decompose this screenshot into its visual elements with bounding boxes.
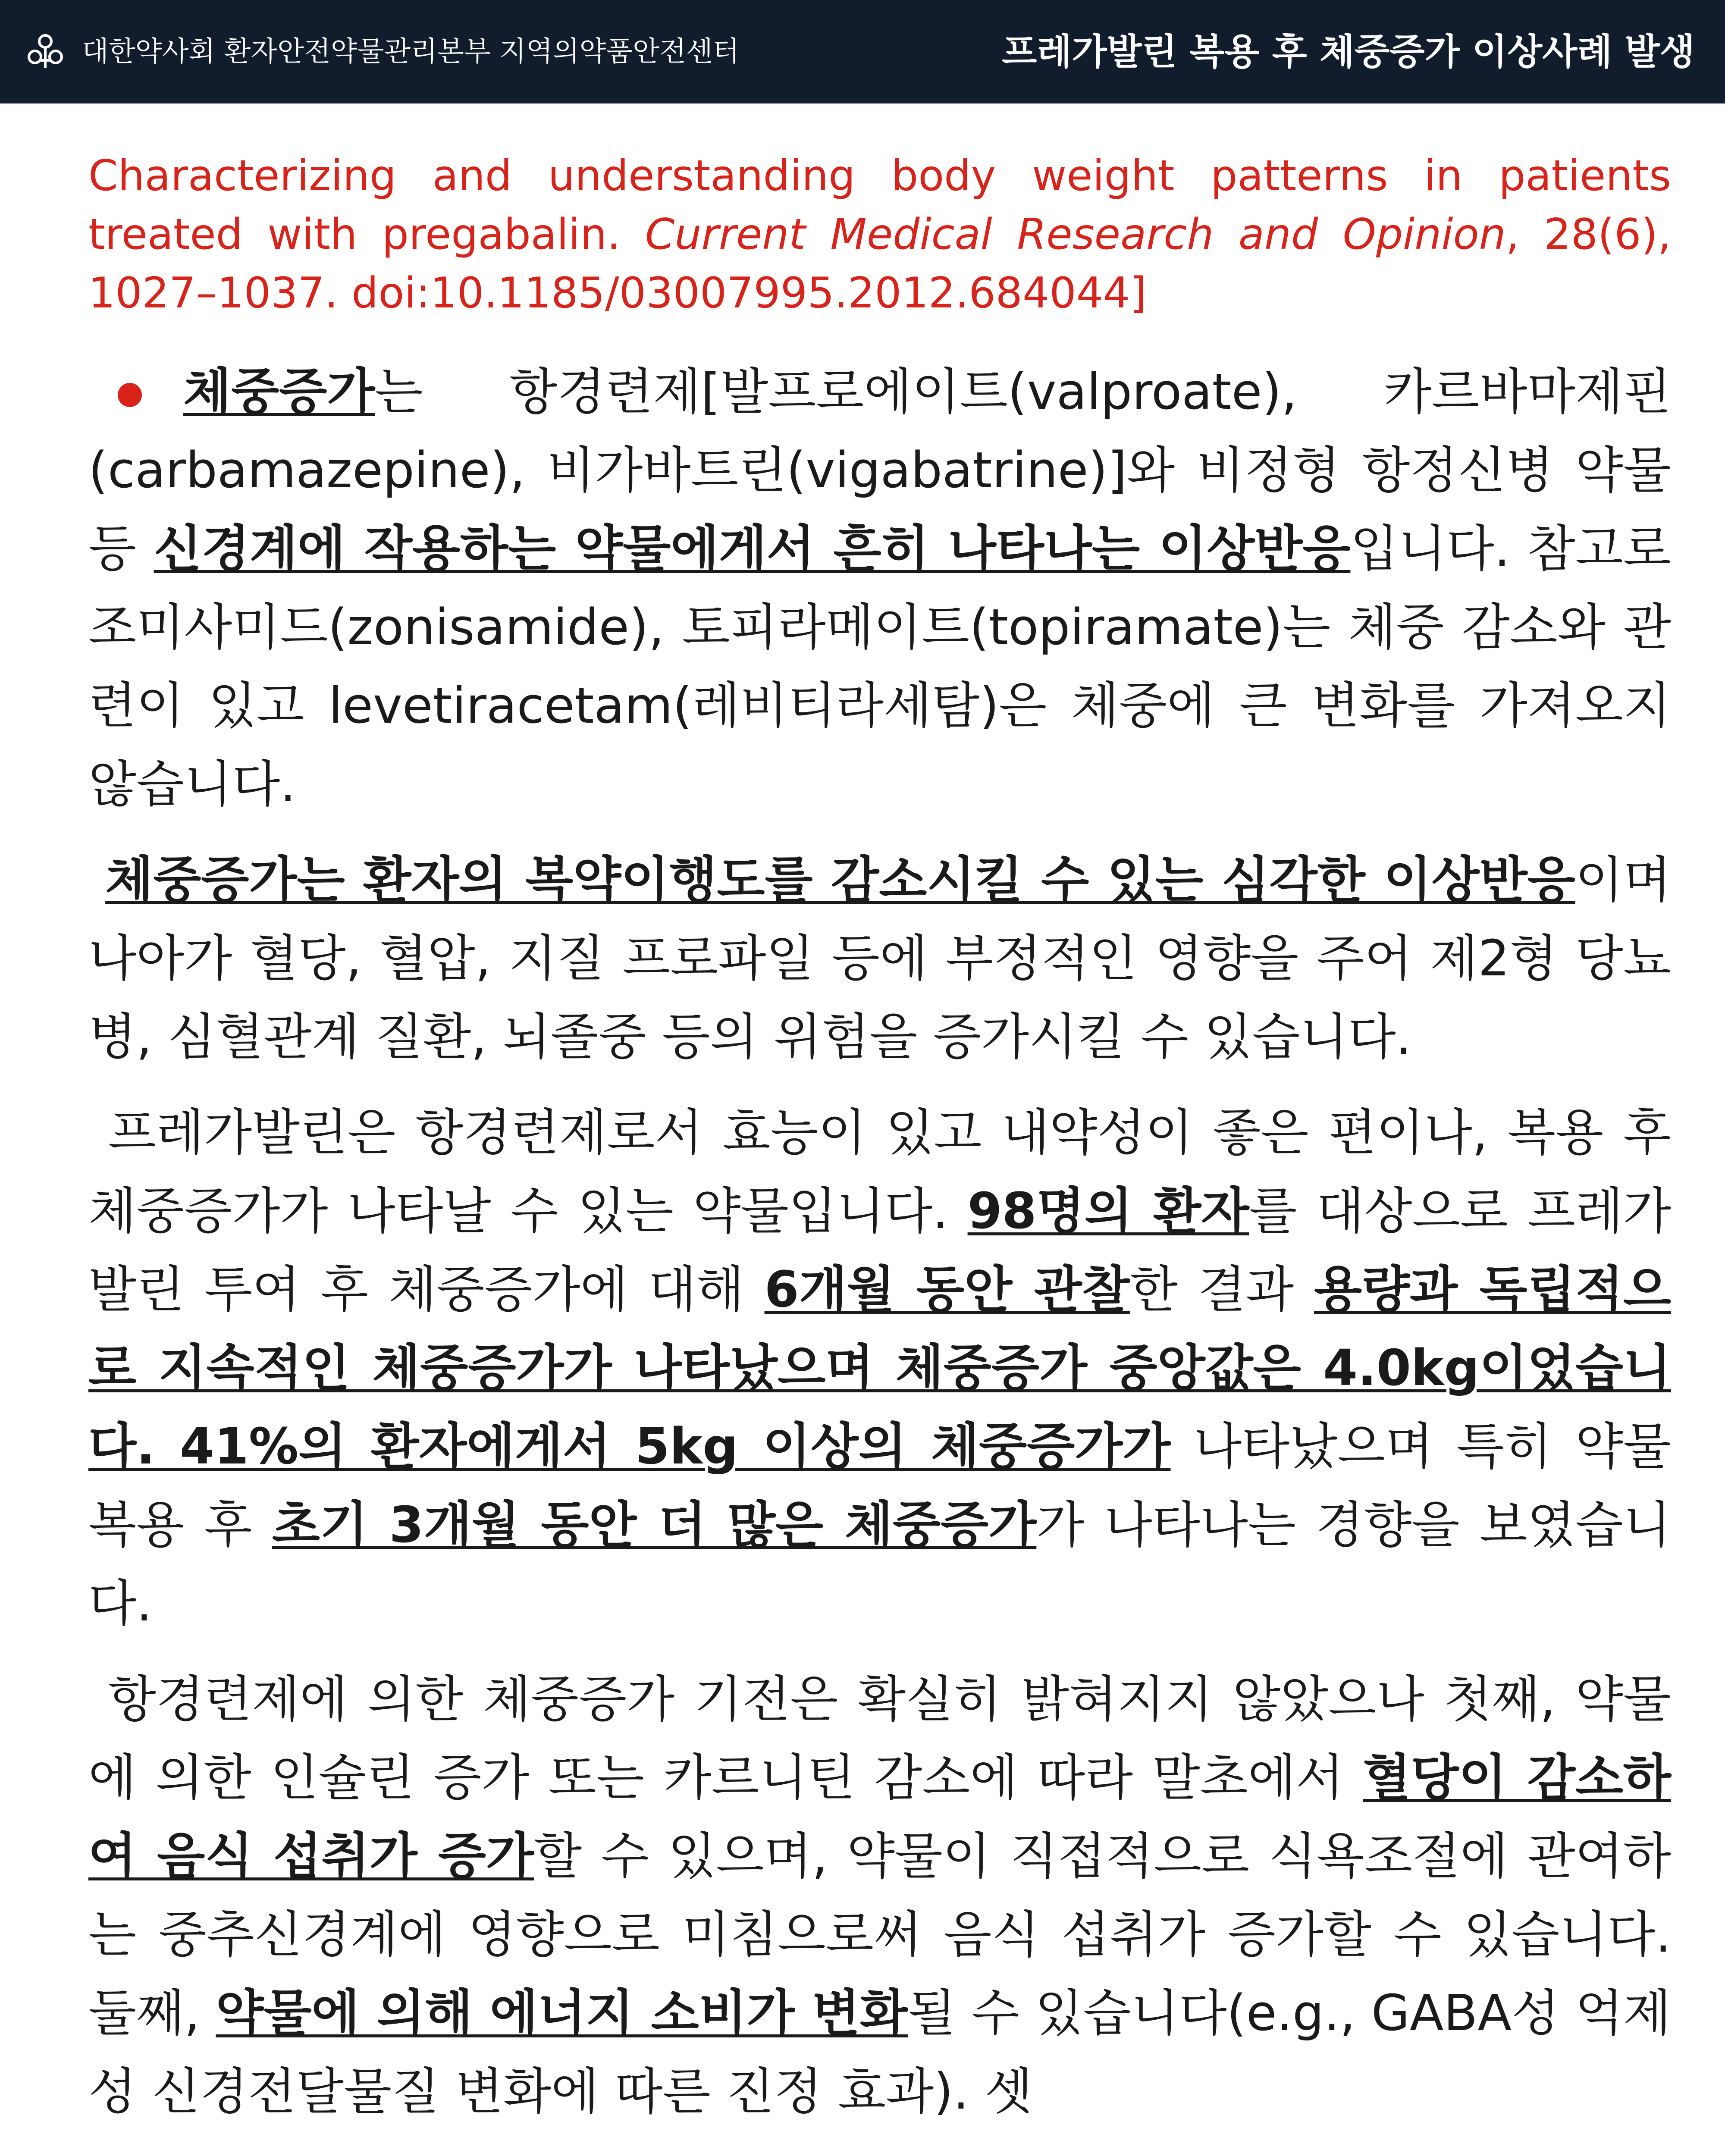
- text: 할 수 있으며, 약물이 직접적으로 식욕조절에 관여하는 중추신경계에 영향으로 미침으로써 음식 섭취가 증가할 수 있습니다. 둘째,: [88, 1827, 1671, 2042]
- text: 될 수 있습니다(e.g., GABA성 억제성 신경전달물질 변화에 따른 진정 효과). 셋: [88, 1984, 1671, 2121]
- text: 입니다. 참고로 조미사미드(zonisamide), 토피라메이트(topiramate)는 체중 감소와 관련이 있고 levetiracetam(레비티라세탐)은 체중에 큰 변화를 가져오지 않습니다.: [88, 520, 1671, 813]
- emphasis: 98명의 환자: [967, 1182, 1249, 1240]
- reference-details: , 28(6), 1027–1037. doi:10.1185/03007995.2012.684044]: [88, 210, 1671, 318]
- text: 를 대상으로 프레가발린 투여 후 체중증가에 대해: [88, 1182, 1671, 1319]
- emphasis: 체중증가는 환자의 복약이행도를 감소시킬 수 있는 심각한 이상반응: [105, 851, 1575, 909]
- reference-citation: [88, 147, 1671, 323]
- emphasis: 용량과 독립적으로 지속적인 체중증가가 나타났으며 체중증가 중앙값은 4.0kg이었습니다. 41%의 환자에게서 5kg 이상의 체중증가가: [88, 1261, 1671, 1476]
- emphasis: 혈당이 감소하여 음식 섭취가 증가: [88, 1749, 1671, 1885]
- text: 이며 나아가 혈당, 혈압, 지질 프로파일 등에 부정적인 영향을 주어 제2형 당뇨병, 심혈관계 질환, 뇌졸중 등의 위험을 증가시킬 수 있습니다.: [88, 851, 1671, 1066]
- kpa-logo-icon: [24, 30, 67, 73]
- emphasis: 약물에 의해 에너지 소비가 변화: [216, 1984, 908, 2042]
- header-bar: [0, 0, 1725, 103]
- text: 항경련제에 의한 체중증가 기전은 확실히 밝혀지지 않았으나 첫째, 약물에 의한 인슐린 증가 또는 카르니틴 감소에 따라 말초에서: [88, 1670, 1671, 1807]
- text: 가 나타나는 경향을 보였습니다.: [88, 1496, 1672, 1633]
- emphasis: 초기 3개월 동안 더 많은 체중증가: [272, 1496, 1037, 1554]
- paragraph-2: [88, 841, 1671, 1076]
- paragraph-1: [88, 353, 1671, 824]
- reference-text: Characterizing and understanding body weight patterns in patients treated with pregabalin.: [88, 151, 1671, 259]
- paragraph-4: [88, 1660, 1671, 2131]
- reference-journal: Current Medical Research and Opinion: [645, 210, 1506, 259]
- document-body: [88, 147, 1671, 2148]
- document-title: 프레가발린 복용 후 체중증가 이상사례 발생: [1002, 31, 1695, 73]
- text: 한 결과: [1129, 1261, 1314, 1319]
- emphasis: 6개월 동안 관찰: [764, 1261, 1130, 1319]
- text: 프레가발린은 항경련제로서 효능이 있고 내약성이 좋은 편이나, 복용 후 체중증가가 나타날 수 있는 약물입니다.: [88, 1104, 1671, 1240]
- text: 는 항경련제[발프로에이트(valproate), 카르바마제핀(carbamazepine), 비가바트린(vigabatrine)]와 비정형 항정신병 약물 등: [88, 363, 1671, 578]
- emphasis: 신경계에 작용하는 약물에게서 흔히 나타나는 이상반응: [154, 520, 1351, 578]
- organization-name: 대한약사회 환자안전약물관리본부 지역의약품안전센터: [82, 36, 740, 68]
- text: 나타났으며 특히 약물 복용 후: [88, 1418, 1671, 1554]
- paragraph-3: [88, 1094, 1671, 1643]
- bullet-icon: [118, 383, 142, 407]
- emphasis: 체중증가: [183, 363, 375, 421]
